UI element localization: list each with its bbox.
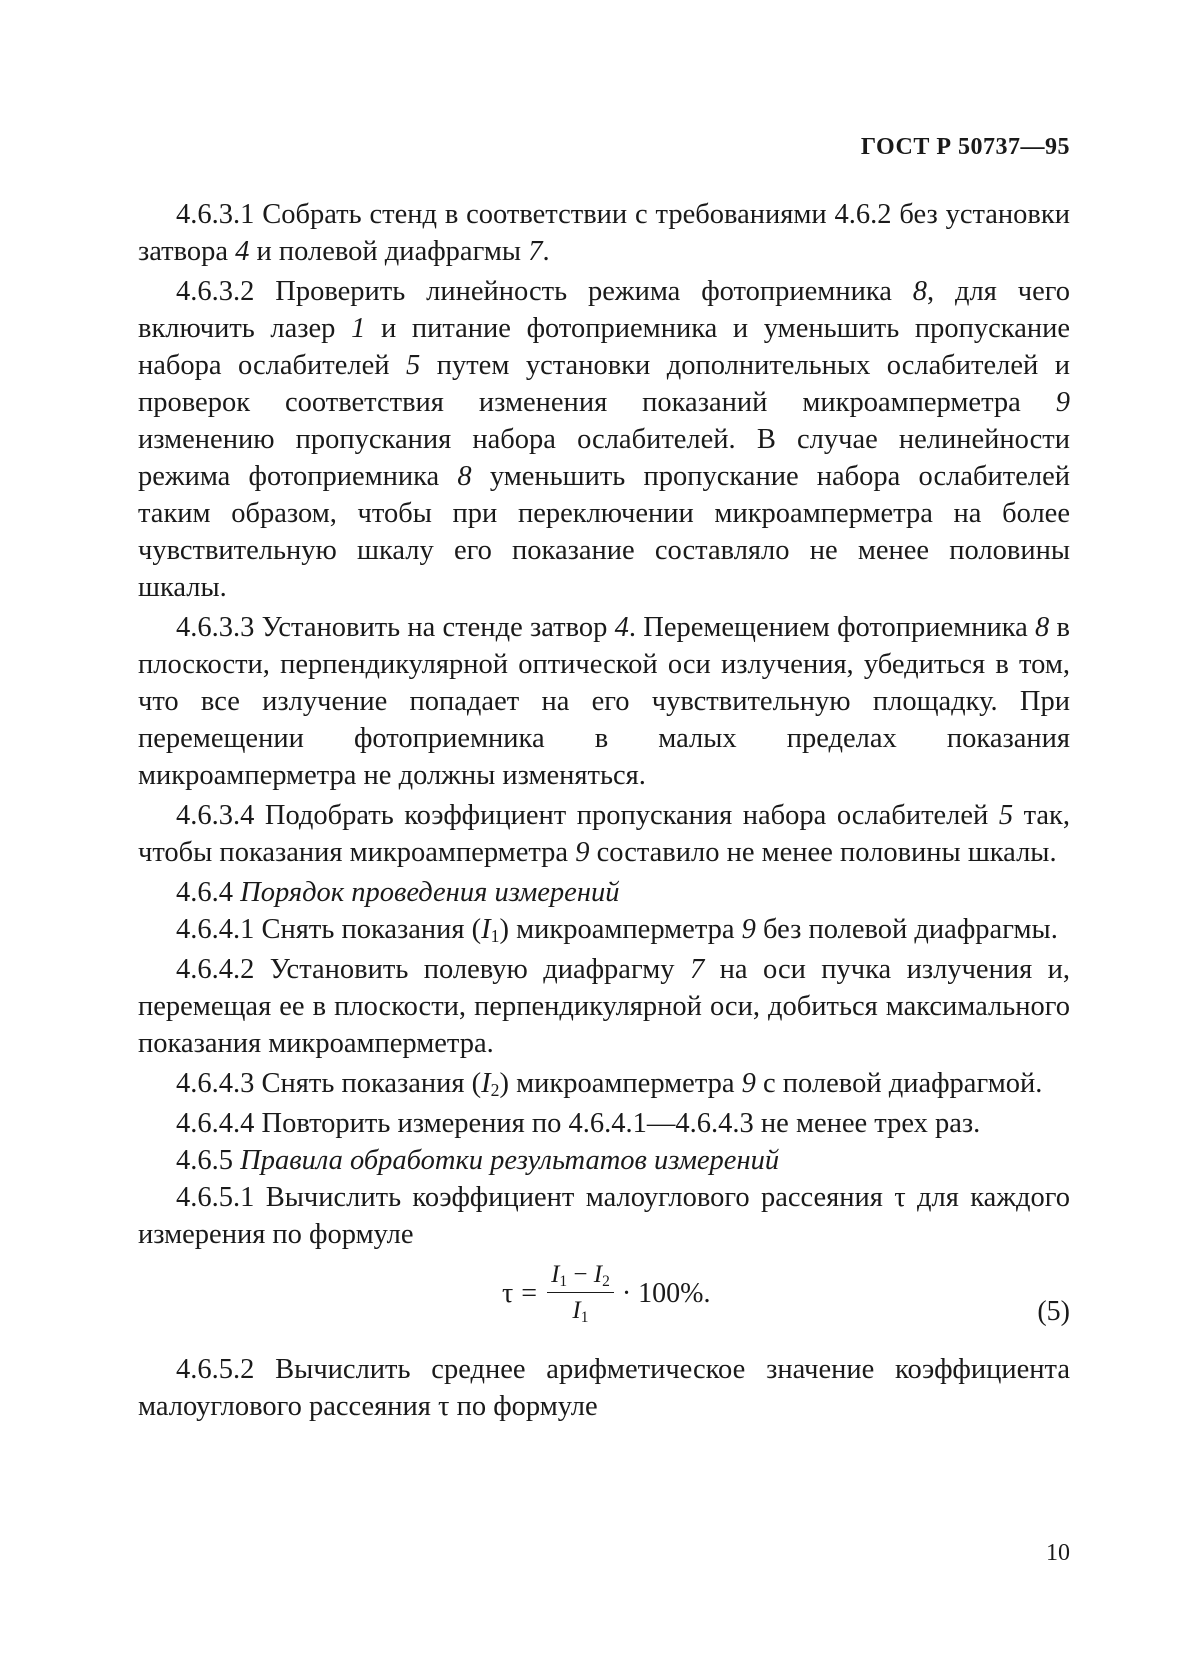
formula-numerator [547,1261,614,1293]
text-run: изменению пропускания набора ослабителей. В случае нелинейности режима фотоприемника [138,424,1070,492]
paragraph-4-6-3-3 [138,609,1070,794]
paragraph-4-6-5-2 [138,1351,1070,1425]
ref-number: 8 [1035,612,1050,643]
section-heading-4-6-5 [138,1142,1070,1179]
section-number: 4.6.5 [176,1145,241,1176]
subscript: 1 [580,1309,589,1326]
symbol-i: I [481,914,491,945]
text-run: без полевой диафрагмы. [755,914,1058,945]
text-run: на оси пучка излучения и, перемещая ее в плоскости, перпендикулярной оси, добиться максимального показания микроамперметра. [138,954,1070,1059]
text-run: в плоскости, перпендикулярной оптической оси излучения, убедиться в том, что все излучение попадает на его чувствительную площадку. При перемещении фотоприемника в малых пределах показания микроамперметра не должны изменяться. [138,612,1070,791]
text-run: 4.6.4.2 Установить полевую диафрагму [176,954,690,985]
formula-equals: = [521,1277,538,1309]
section-number: 4.6.4 [176,877,241,908]
ref-number: 9 [575,837,590,868]
formula-tail: · 100%. [621,1277,711,1309]
paragraph-4-6-4-2 [138,951,1070,1062]
ref-number: 9 [1055,387,1070,418]
section-title: Правила обработки результатов измерений [240,1145,780,1176]
paragraph-4-6-4-3 [138,1065,1070,1102]
symbol-i: I [572,1297,581,1324]
subscript: 2 [602,1273,610,1290]
ref-number: 8 [457,461,472,492]
page-number: 10 [1046,1540,1070,1566]
ref-number: 7 [690,954,705,985]
text-run: и питание фотоприемника и уменьшить пропускание набора ослабителей [138,313,1070,381]
paragraph-4-6-4-4 [138,1105,1070,1142]
text-run: и полевой диафрагмы [249,236,529,267]
ref-number: 1 [351,313,366,344]
text-run: с полевой диафрагмой. [755,1068,1043,1099]
paragraph-4-6-4-1 [138,911,1070,948]
symbol-i: I [593,1261,603,1288]
subscript: 1 [490,926,500,946]
ref-number: 7 [528,236,543,267]
paragraph-4-6-5-1 [138,1179,1070,1253]
formula-lhs: τ [502,1277,514,1309]
formula-5 [138,1255,1070,1341]
ref-number: 9 [741,1068,756,1099]
paragraph-4-6-3-2 [138,273,1070,606]
formula-denominator [572,1293,588,1325]
text-run: 4.6.5.2 Вычислить среднее арифметическое значение коэффициента малоуглового рассеяния τ по формуле [138,1354,1070,1422]
formula-fraction [547,1261,614,1325]
symbol-i: I [551,1261,560,1288]
text-run: 4.6.4.1 Снять показания ( [176,914,482,945]
paragraph-4-6-3-1 [138,196,1070,270]
text-run: 4.6.3.3 Установить на стенде затвор [176,612,615,643]
minus-sign: − [567,1261,594,1288]
subscript: 2 [490,1080,500,1100]
text-run: составило не менее половины шкалы. [589,837,1057,868]
paragraph-4-6-3-4 [138,797,1070,871]
text-run: . Перемещением фотоприемника [628,612,1036,643]
document-body [138,196,1070,1425]
text-run: ) микроамперметра [499,914,742,945]
text-run: 4.6.3.2 Проверить линейность режима фотоприемника [176,276,913,307]
text-run: 4.6.4.4 Повторить измерения по 4.6.4.1—4.6.4.3 не менее трех раз. [176,1108,981,1139]
text-run: . [542,236,550,267]
ref-number: 4 [235,236,250,267]
text-run: , для чего включить лазер [138,276,1070,344]
ref-number: 4 [614,612,629,643]
text-run: 4.6.4.3 Снять показания ( [176,1068,482,1099]
text-run: ) микроамперметра [499,1068,742,1099]
symbol-i: I [481,1068,491,1099]
ref-number: 5 [405,350,421,381]
formula-number: (5) [1037,1296,1070,1327]
text-run: уменьшить пропускание набора ослабителей таким образом, чтобы при переключении микроамперметра на более чувствительную шкалу его показание составляло не менее половины шкалы. [138,461,1070,603]
ref-number: 9 [741,914,756,945]
formula-expression [502,1261,710,1325]
section-heading-4-6-4 [138,874,1070,911]
ref-number: 5 [998,800,1014,831]
section-title: Порядок проведения измерений [240,877,620,908]
text-run: так, чтобы показания микроамперметра [138,800,1070,868]
document-code-header: ГОСТ Р 50737—95 [860,134,1070,160]
text-run: 4.6.3.1 Собрать стенд в соответствии с требованиями 4.6.2 без установки затвора [138,199,1070,267]
text-run: 4.6.3.4 Подобрать коэффициент пропускания набора ослабителей [176,800,999,831]
text-run: 4.6.5.1 Вычислить коэффициент малоуглового рассеяния τ для каждого измерения по формуле [138,1182,1070,1250]
ref-number: 8 [912,276,928,307]
subscript: 1 [559,1273,568,1290]
text-run: путем установки дополнительных ослабителей и проверок соответствия изменения показаний микроамперметра [138,350,1070,418]
